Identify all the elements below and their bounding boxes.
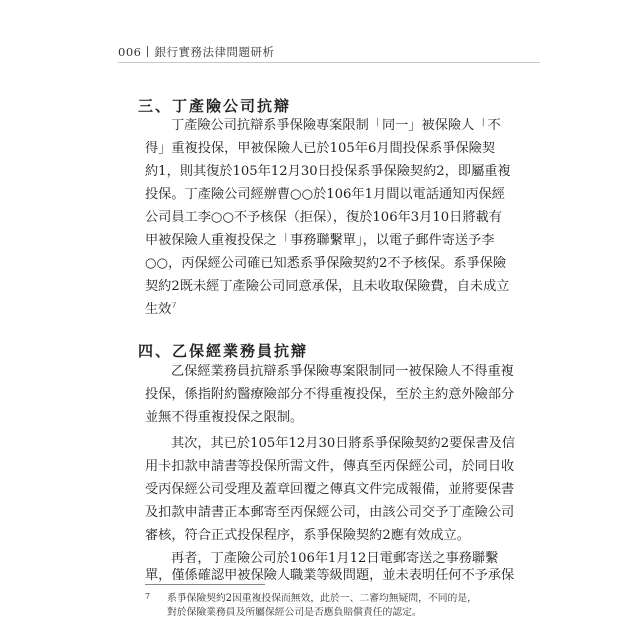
paragraph-line: 丁產險公司抗辯系爭保險專案限制「同一」被保險人「不: [171, 118, 501, 133]
footnote-reference[interactable]: 7: [171, 302, 177, 310]
paragraph-line: 得」重複投保，甲被保險人已於105年6月間投保系爭保險契: [145, 141, 496, 156]
footnote-text: 系爭保險契約2因重複投保而無效，此於一、二審均無疑問，不同的是，: [167, 593, 477, 604]
paragraph-line: 契約2既未經丁產險公司同意承保，且未收取保險費，自未成立: [145, 279, 510, 294]
header-separator: [147, 46, 148, 57]
paragraph-line: 公司員工李○○不予核保（拒保），復於106年3月10日將載有: [145, 210, 502, 225]
header-rule: [118, 62, 540, 63]
paragraph-line: ○○，丙保經公司確已知悉系爭保險契約2不予核保。系爭保險: [145, 256, 507, 271]
paragraph-line: 約1，則其復於105年12月30日投保系爭保險契約2，即屬重複: [145, 164, 511, 179]
footnote-line: [145, 590, 477, 606]
paragraph-line: 並無不得重複投保之限制。: [145, 410, 304, 425]
paragraph-line-last: [145, 302, 527, 318]
book-title: 銀行實務法律問題研析: [154, 45, 275, 59]
footnote-rule: [145, 584, 265, 585]
running-header: [118, 44, 274, 60]
page-number: 006: [118, 45, 142, 59]
footnote-marker: 7: [145, 592, 151, 601]
paragraph-text: 生效: [145, 302, 172, 317]
paragraph-line: 其次，其已於105年12月30日將系爭保險契約2要保書及信: [171, 436, 516, 451]
section-heading-4: 四、乙保經業務員抗辯: [138, 342, 309, 360]
paragraph-line: 及扣款申請書正本郵寄至丙保經公司，由該公司交予丁產險公司: [145, 505, 515, 520]
footnote-line: 對於保險業務員及所屬保經公司是否應負賠償責任的認定。: [167, 607, 422, 618]
paragraph-line: 投保，係指附約醫療險部分不得重複投保，至於主約意外險部分: [145, 387, 515, 402]
paragraph-line: 單，僅係確認甲被保險人職業等級問題，並未表明任何不予承保: [145, 568, 515, 583]
section-heading-3: 三、丁產險公司抗辯: [138, 97, 292, 115]
paragraph-line: 受丙保經公司受理及蓋章回覆之傳真文件完成報備，並將要保書: [145, 482, 515, 497]
paragraph-line: 投保。丁產險公司經辦曹○○於106年1月間以電話通知丙保經: [145, 187, 505, 202]
paragraph-line: 再者，丁產險公司於106年1月12日電郵寄送之事務聯繫: [171, 551, 499, 566]
paragraph-line: 審核，符合正式投保程序，系爭保險契約2應有效成立。: [145, 528, 470, 543]
paragraph-line: 用卡扣款申請書等投保所需文件，傳真至丙保經公司，於同日收: [145, 459, 515, 474]
paragraph-line: 甲被保險人重複投保之「事務聯繫單」，以電子郵件寄送予李: [145, 233, 495, 248]
paragraph-line: 乙保經業務員抗辯系爭保險專案限制同一被保險人不得重複: [171, 364, 514, 379]
